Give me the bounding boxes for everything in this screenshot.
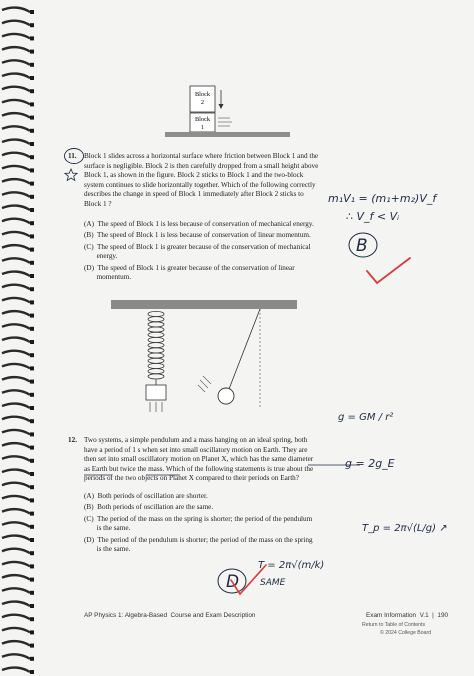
hand-vf-less: ∴ V_f < Vᵢ [346,210,400,223]
answer-choice-11[interactable]: (C) The speed of Block 1 is greater because of the conservation of mechanical [84,242,311,251]
question-12 [84,436,313,484]
binding-ring [2,153,30,157]
question-11-stem-line: Block 1, as shown in the figure. Block 2 sticks to Block 1 and the two-block [84,171,304,180]
binding-ring [2,258,30,262]
question-12-stem-line: Two systems, a simple pendulum and a mass hanging on an ideal spring, both [84,436,308,444]
question-11-stem-line: surface is negligible. Block 2 is then carefully dropped from a small height above [84,161,319,170]
binding-ring [2,351,30,355]
answer-choice-11[interactable]: (D) The speed of Block 1 is greater because of the conservation of linear [84,263,295,272]
binding-hole [30,36,34,40]
spring-coil [148,343,164,348]
answer-choice-12[interactable]: is the same. [84,545,131,554]
block-1-label-line1: Block [194,116,211,123]
binding-hole [30,50,34,54]
binding-ring [2,285,30,289]
blocks-figure [160,82,300,142]
binding-ring [2,549,30,553]
binding-hole [30,617,34,621]
spring-coil [148,327,164,332]
binding-hole [30,380,34,384]
question-12-stem-line: have a period of 1 s when set into small oscillatory motion on Earth. They are [84,445,308,454]
binding-ring [2,628,30,632]
binding-ring [2,232,30,236]
binding-hole [30,314,34,318]
block-2-label-line2: 2 [200,99,205,106]
binding-ring [2,496,30,500]
spring-coil [148,348,164,353]
binding-hole [30,195,34,199]
binding-hole [30,261,34,265]
footer-right: Exam Information V.1 | 190 [366,612,449,619]
circle-mark-11 [63,147,85,165]
binding-hole [30,340,34,344]
spring-coil [148,322,164,327]
binding-hole [30,353,34,357]
binding-hole [30,248,34,252]
binding-ring [2,126,30,130]
binding-hole [30,657,34,661]
binding-hole [30,485,34,489]
answer-choice-12[interactable]: (A) Both periods of oscillation are shorter. [84,492,208,500]
binding-hole [30,300,34,304]
binding-ring [2,113,30,117]
drop-arrow-head [219,104,224,109]
spring-coil [148,358,164,363]
binding-hole [30,498,34,502]
spring-coil [148,369,164,374]
binding-hole [30,578,34,582]
binding-ring [2,74,30,78]
binding-ring [2,206,30,210]
binding-hole [30,591,34,595]
binding-ring [2,536,30,540]
hand-answer-12: D [226,572,240,592]
answer-choice-12[interactable]: (B) Both periods of oscillation are the same. [84,503,214,512]
binding-ring [2,562,30,566]
answer-choice-12[interactable]: is the same. [84,524,131,533]
binding-hole [30,23,34,27]
binding-ring [2,483,30,487]
binding-hole [30,538,34,542]
binding-hole [30,327,34,331]
binding-ring [2,166,30,170]
question-12-stem-line: then set into small oscillatory motion on Planet X, which has the same diameter [84,455,314,464]
block-1-label-line2: 1 [200,124,205,131]
question-11-stem-line: system continues to slide horizontally together. Which of the following correctly [84,180,316,189]
binding-ring [2,602,30,606]
binding-ring [2,60,30,64]
hand-momentum-eq: m₁V₁ = (m₁+m₂)V_f [328,192,437,205]
answer-choice-11[interactable]: (B) The speed of Block 1 is less because of conservation of linear momentum. [84,231,311,240]
binding-hole [30,393,34,397]
question-11-number: 11. [68,152,77,160]
binding-hole [30,76,34,80]
binding-ring [2,219,30,223]
footer-toc-link[interactable]: Return to Table of Contents [362,622,426,628]
binding-ring [2,509,30,513]
spring-coil [148,311,164,316]
hand-answer-11: B [356,236,368,256]
binding-hole [30,274,34,278]
binding-ring [2,470,30,474]
binding-hole [30,116,34,120]
binding-ring [2,417,30,421]
binding-ring [2,338,30,342]
binding-hole [30,459,34,463]
binding-hole [30,10,34,14]
answer-choice-11[interactable]: (A) The speed of Block 1 is less because of conservation of mechanical energy. [84,220,314,228]
binding-ring [2,430,30,434]
binding-hole [30,63,34,67]
check-mark-11 [364,255,414,287]
binding-ring [2,245,30,249]
binding-ring [2,47,30,51]
spring-coil [148,332,164,337]
binding-ring [2,615,30,619]
block-2-label-line1: Block [194,91,211,98]
hand-spring-period: T = 2π√(m/k) [258,560,325,571]
binding-ring [2,34,30,38]
question-11-stem-line: Block 1 slides across a horizontal surface where friction between Block 1 and the [84,152,319,160]
question-11-stem-line: Block 1 ? [84,199,112,208]
spring-coil [148,353,164,358]
hand-g-formula: g = GM / r² [338,412,394,423]
footer-copyright: © 2024 College Board [380,630,432,636]
surface [165,132,290,137]
binding-hole [30,102,34,106]
hand-pendulum-period: T_p = 2π√(L/g) ↗ [362,523,448,534]
spring-coil [148,374,164,379]
binding-hole [30,419,34,423]
binding-hole [30,644,34,648]
binding-ring [2,641,30,645]
binding-hole [30,630,34,634]
star-mark-11 [64,168,78,182]
binding-hole [30,142,34,146]
binding-ring [2,377,30,381]
pendulum-string [229,309,260,389]
binding-hole [30,525,34,529]
binding-ring [2,298,30,302]
binding-ring [2,456,30,460]
binding-hole [30,168,34,172]
question-12-stem-line: as Earth but twice the mass. Which of the following statements is true about the [84,464,314,473]
binding-hole [30,208,34,212]
question-11 [84,152,318,210]
binding-ring [2,272,30,276]
binding-ring [2,21,30,25]
spiral-binding [0,0,40,676]
binding-ring [2,8,30,12]
answer-choice-12[interactable]: (C) The period of the mass on the spring is shorter; the period of the pendulum [84,514,313,523]
binding-ring [2,390,30,394]
binding-hole [30,604,34,608]
question-12-number: 12. [68,436,77,444]
binding-ring [2,654,30,658]
binding-hole [30,89,34,93]
hand-same-note: SAME [260,578,286,588]
binding-hole [30,182,34,186]
binding-ring [2,324,30,328]
binding-hole [30,512,34,516]
binding-hole [30,564,34,568]
binding-hole [30,129,34,133]
binding-ring [2,668,30,672]
spring [148,311,164,385]
binding-hole [30,406,34,410]
binding-ring [2,192,30,196]
binding-ring [2,588,30,592]
binding-hole [30,287,34,291]
hand-g-relation: g = 2g_E [345,457,395,470]
binding-ring [2,364,30,368]
binding-hole [30,155,34,159]
binding-hole [30,551,34,555]
binding-hole [30,366,34,370]
binding-ring [2,404,30,408]
binding-ring [2,140,30,144]
spring-coil [148,363,164,368]
question-12-stem-line: periods of the two objects on Planet X compared to their periods on Earth? [84,474,299,483]
spring-coil [148,317,164,322]
binding-hole [30,670,34,674]
answer-choice-11[interactable]: energy. [84,252,118,261]
check-mark-12 [228,562,268,598]
binding-hole [30,221,34,225]
binding-ring [2,179,30,183]
spring-coil [148,337,164,342]
question-11-stem-line: describes the change in speed of Block 1 immediately after Block 2 sticks to [84,190,304,199]
binding-hole [30,472,34,476]
answer-choice-11[interactable]: momentum. [84,273,132,282]
spring-mass [146,385,166,400]
binding-ring [2,575,30,579]
binding-hole [30,432,34,436]
binding-hole [30,446,34,450]
binding-ring [2,311,30,315]
binding-ring [2,522,30,526]
footer-left: AP Physics 1: Algebra-Based Course and Exam Description [84,612,256,619]
binding-ring [2,443,30,447]
ceiling [111,300,297,309]
pendulum-bob [218,388,234,404]
spring-pendulum-figure [108,298,300,416]
binding-hole [30,234,34,238]
binding-ring [2,100,30,104]
answer-choice-12[interactable]: (D) The period of the pendulum is shorter; the period of the mass on the spring [84,535,313,544]
binding-ring [2,87,30,91]
